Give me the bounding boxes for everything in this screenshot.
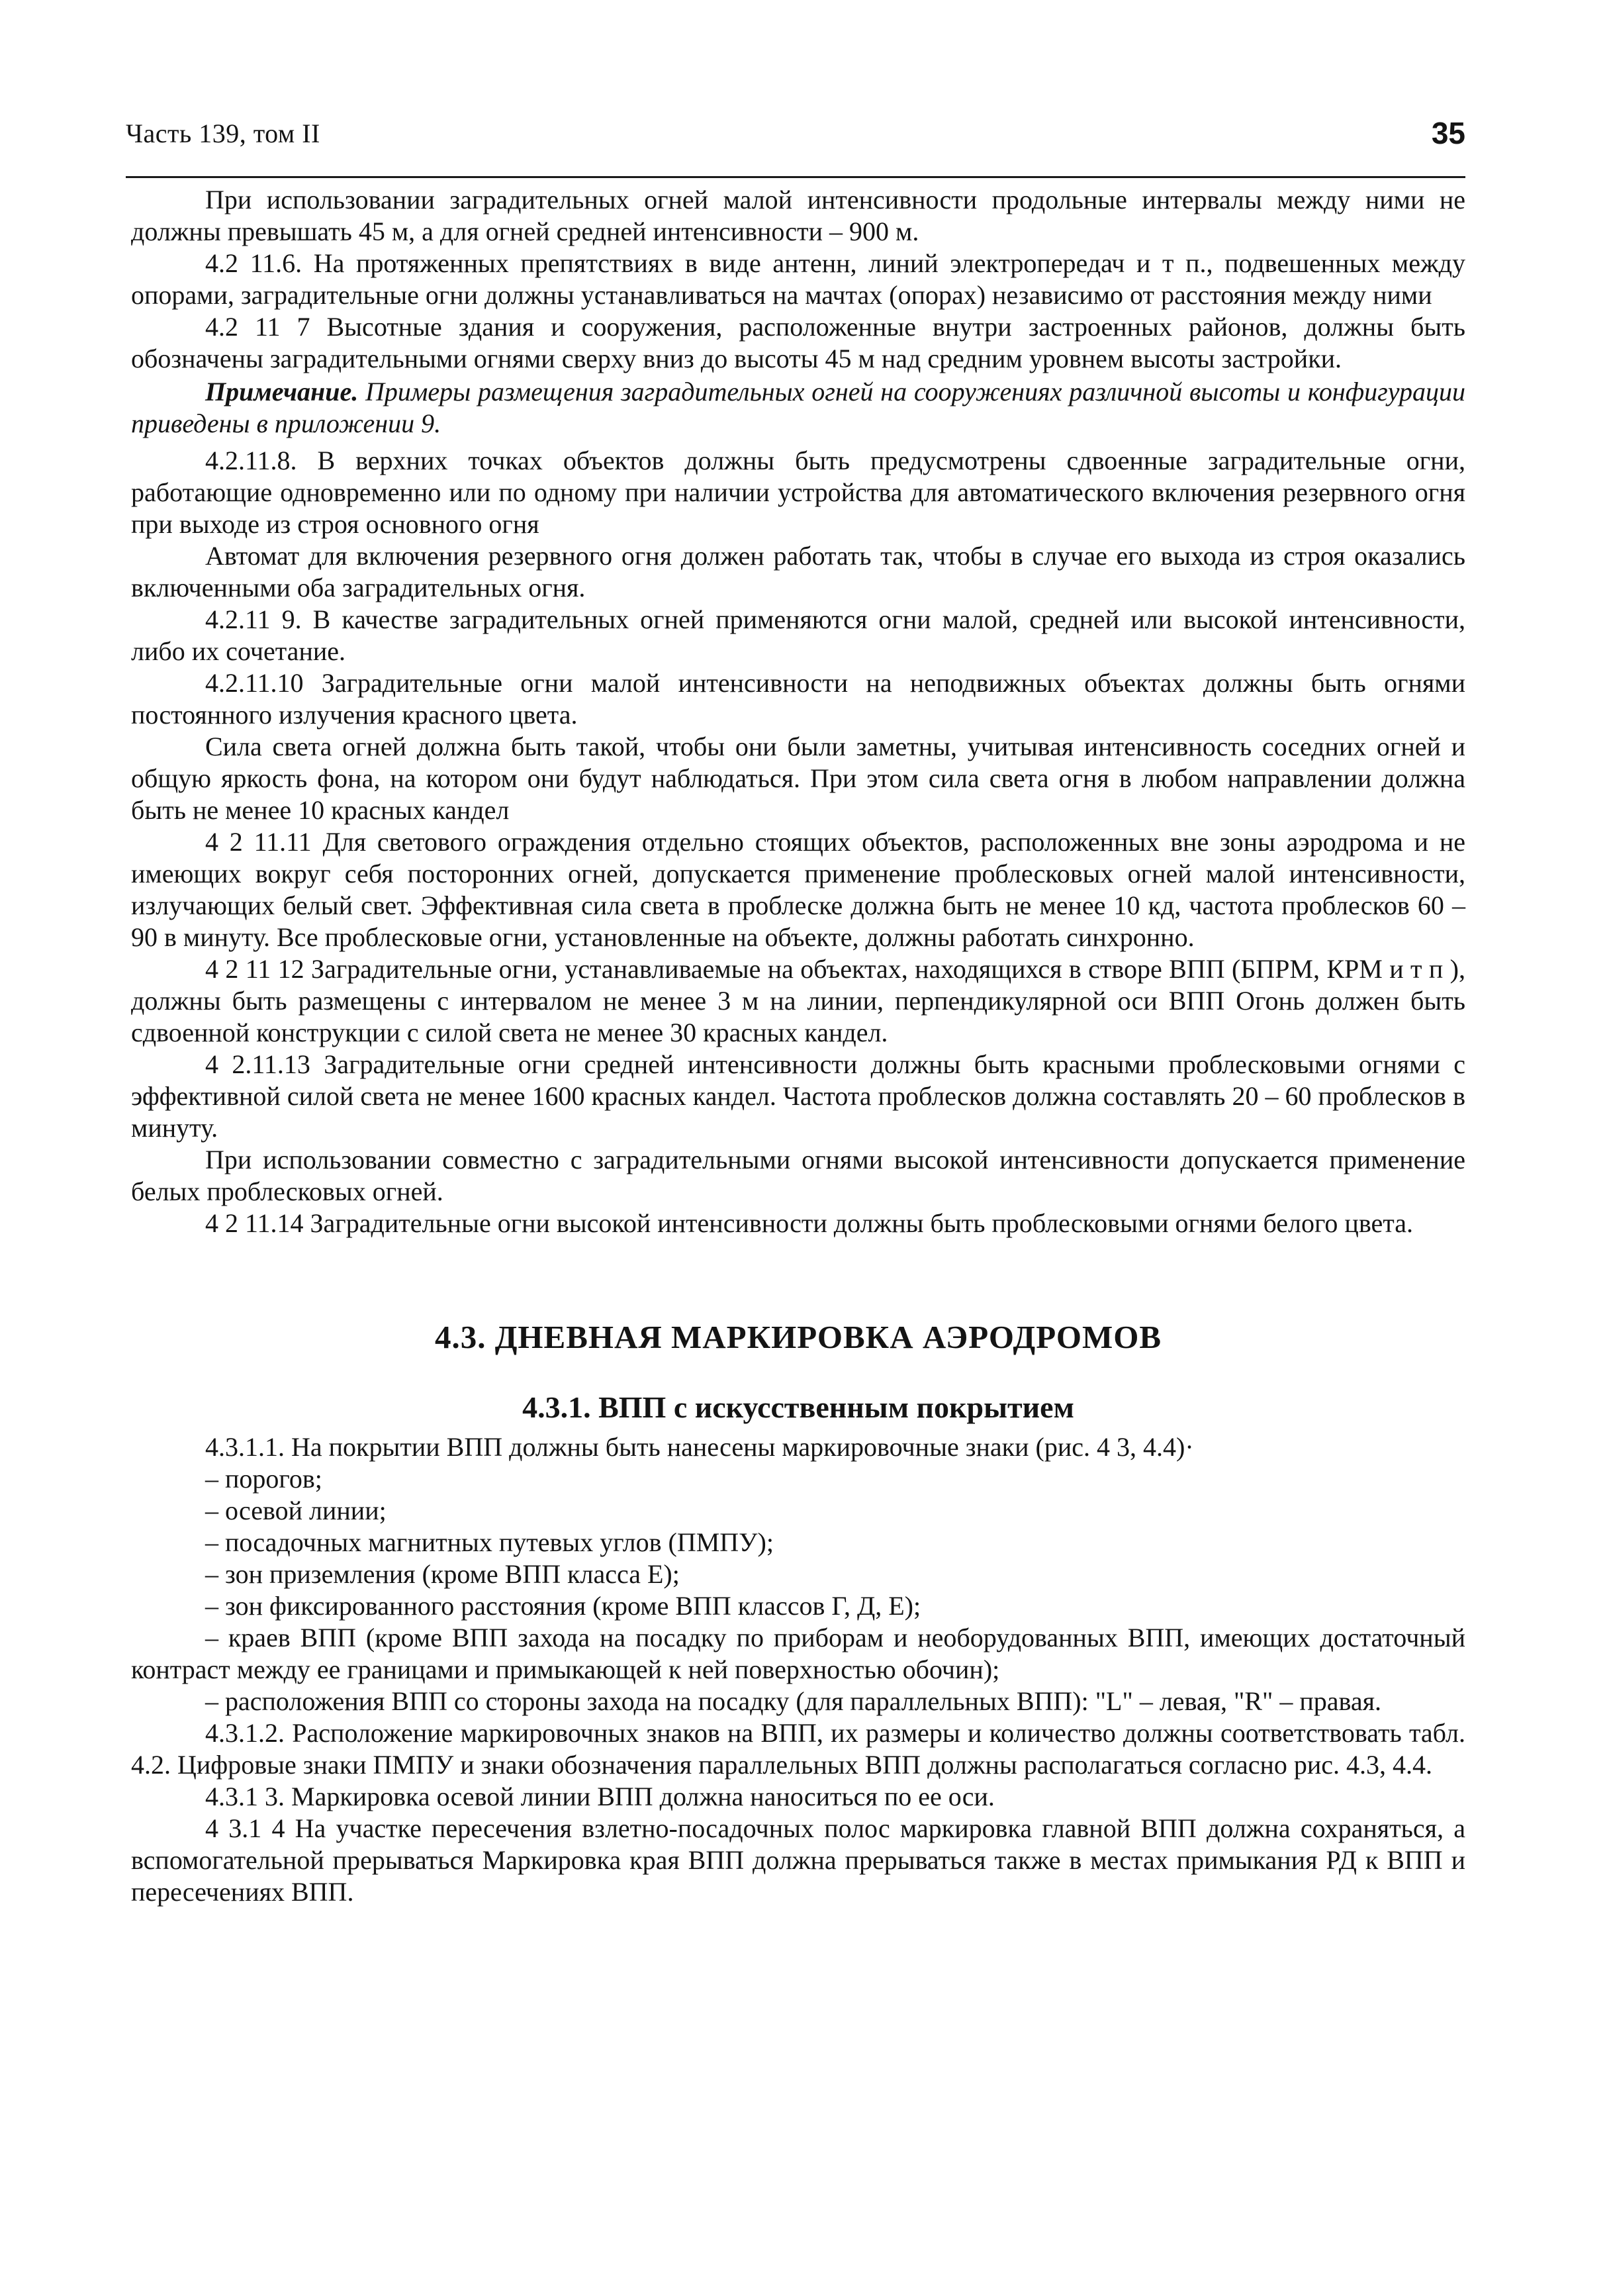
paragraph: 4.2 11 7 Высотные здания и сооружения, расположенные внутри застроенных районов, должны быть обозначены заградительными огнями сверху вниз до высоты 45 м над средним уровнем высоты застройки. bbox=[131, 312, 1465, 373]
paragraph: 4 2.11.13 Заградительные огни средней интенсивности должны быть красными проблесковыми огнями с эффективной силой света не менее 1600 красных кандел. Частота проблесков должна составлять 20 – 60 проблесков в минуту. bbox=[131, 1049, 1465, 1143]
list-item: – зон фиксированного расстояния (кроме ВПП классов Г, Д, Е); bbox=[205, 1591, 921, 1621]
list-item: – порогов; bbox=[205, 1464, 322, 1494]
page-header bbox=[126, 99, 1465, 166]
list-item: – расположения ВПП со стороны захода на посадку (для параллельных ВПП): "L" – левая, "R" – правая. bbox=[205, 1686, 1382, 1716]
paragraph: При использовании совместно с заградительными огнями высокой интенсивности допускается применение белых проблесковых огней. bbox=[131, 1145, 1465, 1206]
note-lead: Примечание. bbox=[205, 377, 359, 407]
list-item: – краев ВПП (кроме ВПП захода на посадку по приборам и необорудованных ВПП, имеющих достаточный контраст между ее границами и примыкающей к ней поверхностью обочин); bbox=[131, 1623, 1465, 1684]
running-header: Часть 139, том II bbox=[126, 119, 320, 148]
paragraph: 4 3.1 4 На участке пересечения взлетно-посадочных полос маркировка главной ВПП должна сохраняться, а вспомогательной прерываться Маркировка края ВПП должна прерываться также в местах примыкания РД к ВПП и пересечениях ВПП. bbox=[131, 1813, 1465, 1907]
page-number: 35 bbox=[1431, 116, 1465, 150]
paragraph: 4.3.1 3. Маркировка осевой линии ВПП должна наноситься по ее оси. bbox=[205, 1782, 995, 1811]
note bbox=[131, 376, 1465, 440]
paragraph: 4 2 11 12 Заградительные огни, устанавливаемые на объектах, находящихся в створе ВПП (БПРМ, КРМ и т п ), должны быть размещены с интервалом не менее 3 м на линии, перпендикулярной оси ВПП Огонь должен быть сдвоенной конструкции с силой света не менее 30 красных кандел. bbox=[131, 954, 1465, 1047]
body-text bbox=[131, 184, 1465, 1908]
paragraph: 4.3.1.1. На покрытии ВПП должны быть нанесены маркировочные знаки (рис. 4 3, 4.4)· bbox=[205, 1432, 1194, 1462]
list-item: – посадочных магнитных путевых углов (ПМПУ); bbox=[205, 1527, 774, 1557]
list-item: – зон приземления (кроме ВПП класса Е); bbox=[205, 1559, 680, 1589]
paragraph: При использовании заградительных огней малой интенсивности продольные интервалы между ними не должны превышать 45 м, а для огней средней интенсивности – 900 м. bbox=[131, 185, 1465, 246]
paragraph: 4.2 11.6. На протяженных препятствиях в виде антенн, линий электропередач и т п., подвешенных между опорами, заградительные огни должны устанавливаться на мачтах (опорах) независимо от расстояния между ними bbox=[131, 248, 1465, 310]
paragraph: 4.3.1.2. Расположение маркировочных знаков на ВПП, их размеры и количество должны соответствовать табл. 4.2. Цифровые знаки ПМПУ и знаки обозначения параллельных ВПП должны располагаться согласно рис. 4.3, 4.4. bbox=[131, 1718, 1465, 1780]
paragraph: 4.2.11.10 Заградительные огни малой интенсивности на неподвижных объектах должны быть огнями постоянного излучения красного цвета. bbox=[131, 668, 1465, 730]
note-text: Примеры размещения заградительных огней на сооружениях различной высоты и конфигурации приведены в приложении 9. bbox=[131, 377, 1465, 438]
section-title: 4.3. ДНЕВНАЯ МАРКИРОВКА АЭРОДРОМОВ bbox=[434, 1319, 1162, 1355]
list-item: – осевой линии; bbox=[205, 1496, 387, 1525]
header-rule bbox=[126, 176, 1465, 178]
paragraph: 4 2 11.14 Заградительные огни высокой интенсивности должны быть проблесковыми огнями белого цвета. bbox=[205, 1208, 1413, 1238]
paragraph: Сила света огней должна быть такой, чтобы они были заметны, учитывая интенсивность соседних огней и общую яркость фона, на котором они будут наблюдаться. При этом сила света огня в любом направлении должна быть не менее 10 красных кандел bbox=[131, 732, 1465, 825]
paragraph: 4.2.11 9. В качестве заградительных огней применяются огни малой, средней или высокой интенсивности, либо их сочетание. bbox=[131, 604, 1465, 666]
paragraph: 4.2.11.8. В верхних точках объектов должны быть предусмотрены сдвоенные заградительные огни, работающие одновременно или по одному при наличии устройства для автоматического включения резервного огня при выходе из строя основного огня bbox=[131, 446, 1465, 539]
subsection-title: 4.3.1. ВПП с искусственным покрытием bbox=[522, 1390, 1074, 1424]
paragraph: Автомат для включения резервного огня должен работать так, чтобы в случае его выхода из строя оказались включенными оба заградительных огня. bbox=[131, 541, 1465, 602]
paragraph: 4 2 11.11 Для светового ограждения отдельно стоящих объектов, расположенных вне зоны аэродрома и не имеющих вокруг себя посторонних огней, допускается применение проблесковых огней малой интенсивности, излучающих белый свет. Эффективная сила света в проблеске должна быть не менее 10 кд, частота проблесков 60 – 90 в минуту. Все проблесковые огни, установленные на объекте, должны работать синхронно. bbox=[131, 827, 1465, 952]
